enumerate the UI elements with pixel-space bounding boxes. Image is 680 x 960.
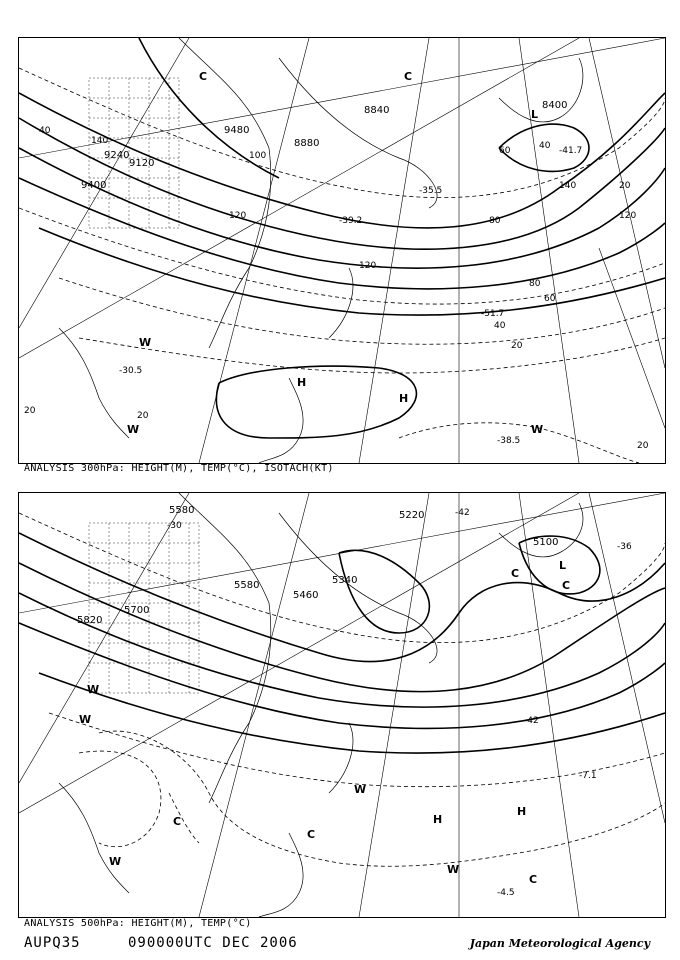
pressure-center-symbol: L bbox=[531, 108, 539, 121]
pressure-center-symbol: L bbox=[559, 559, 567, 572]
pressure-center-symbol: W bbox=[87, 683, 100, 696]
temperature-label: -7.1 bbox=[579, 771, 597, 781]
height-label: 8880 bbox=[294, 138, 320, 149]
pressure-center-symbol: W bbox=[79, 713, 92, 726]
isotach-label: 140 bbox=[559, 181, 577, 191]
caption-500hpa: ANALYSIS 500hPa: HEIGHT(M), TEMP(°C) bbox=[24, 918, 252, 929]
height-label: 9400 bbox=[81, 180, 107, 191]
isotach-label: 80 bbox=[529, 279, 541, 289]
temperature-label: -39.2 bbox=[339, 216, 363, 226]
height-label: 5580 bbox=[169, 505, 195, 516]
pressure-center-symbol: W bbox=[447, 863, 460, 876]
isotach-label: 20 bbox=[637, 441, 649, 451]
isotach-label: 120 bbox=[229, 211, 247, 221]
height-label: 5220 bbox=[399, 510, 425, 521]
height-label: 8840 bbox=[364, 105, 390, 116]
isotach-20kt-closed bbox=[216, 366, 416, 438]
temperature-label: -51.7 bbox=[481, 309, 505, 319]
pressure-center-symbol: C bbox=[529, 873, 538, 886]
temperature-label: -42 bbox=[455, 508, 470, 518]
height-label: 5820 bbox=[77, 615, 103, 626]
pressure-center-symbol: W bbox=[109, 855, 122, 868]
temperature-label: -4.5 bbox=[497, 888, 515, 898]
isotach-label: 80 bbox=[489, 216, 501, 226]
pressure-center-symbol: W bbox=[354, 783, 367, 796]
pressure-center-symbol: H bbox=[399, 392, 409, 405]
isotach-label: 20 bbox=[24, 406, 36, 416]
pressure-center-symbol: W bbox=[139, 336, 152, 349]
graticule-lines bbox=[19, 38, 665, 463]
caption-300hpa: ANALYSIS 300hPa: HEIGHT(M), TEMP(°C), ISOTACH(KT) bbox=[24, 463, 334, 474]
height-label: 9480 bbox=[224, 125, 250, 136]
isotach-label: 40 bbox=[539, 141, 551, 151]
coastlines bbox=[59, 493, 583, 917]
isotach-contours bbox=[19, 68, 665, 463]
map-panel-500hpa bbox=[18, 492, 666, 918]
isotach-label: 40 bbox=[494, 321, 506, 331]
temperature-label: -30 bbox=[167, 521, 182, 531]
height-label: 5340 bbox=[332, 575, 358, 586]
height-contours bbox=[19, 38, 665, 315]
temperature-label: -36 bbox=[617, 542, 632, 552]
isotach-label: 60 bbox=[499, 146, 511, 156]
isotach-label: 120 bbox=[359, 261, 377, 271]
height-contours bbox=[19, 533, 665, 753]
isotach-label: 20 bbox=[137, 411, 149, 421]
temperature-label: -38.5 bbox=[497, 436, 521, 446]
pressure-center-symbol: C bbox=[173, 815, 182, 828]
pressure-center-symbol: C bbox=[404, 70, 413, 83]
temperature-label: -30.5 bbox=[119, 366, 143, 376]
isotach-label: 20 bbox=[619, 181, 631, 191]
height-label: 5100 bbox=[533, 537, 559, 548]
chart-id: AUPQ35 bbox=[24, 935, 81, 951]
isotach-label: 140 bbox=[91, 136, 109, 146]
map-panel-300hpa bbox=[18, 37, 666, 464]
pressure-center-symbol: W bbox=[127, 423, 140, 436]
pressure-center-symbol: C bbox=[199, 70, 208, 83]
isotach-label: 40 bbox=[39, 126, 51, 136]
isotach-label: 20 bbox=[511, 341, 523, 351]
temperature-label: -42 bbox=[524, 716, 539, 726]
temperature-label: -35.5 bbox=[419, 186, 443, 196]
pressure-center-symbol: W bbox=[531, 423, 544, 436]
temperature-label: -41.7 bbox=[559, 146, 583, 156]
pressure-center-symbol: C bbox=[511, 567, 520, 580]
valid-time: 090000UTC DEC 2006 bbox=[128, 935, 298, 951]
height-label: 5460 bbox=[293, 590, 319, 601]
isotach-label: 120 bbox=[619, 211, 637, 221]
pressure-center-symbol: H bbox=[297, 376, 307, 389]
height-label: 8400 bbox=[542, 100, 568, 111]
height-label: 5700 bbox=[124, 605, 150, 616]
height-label: 9120 bbox=[129, 158, 155, 169]
pressure-center-symbol: H bbox=[433, 813, 443, 826]
pressure-center-symbol: C bbox=[562, 579, 571, 592]
agency-name: Japan Meteorological Agency bbox=[469, 937, 650, 950]
height-label: 5580 bbox=[234, 580, 260, 591]
isotach-label: 100 bbox=[249, 151, 267, 161]
pressure-center-symbol: C bbox=[307, 828, 316, 841]
hatched-area bbox=[89, 78, 179, 228]
isotach-label: 60 bbox=[544, 294, 556, 304]
height-label: 9240 bbox=[104, 150, 130, 161]
pressure-center-symbol: H bbox=[517, 805, 527, 818]
map-300hpa-svg bbox=[19, 38, 665, 463]
map-500hpa-svg bbox=[19, 493, 665, 917]
